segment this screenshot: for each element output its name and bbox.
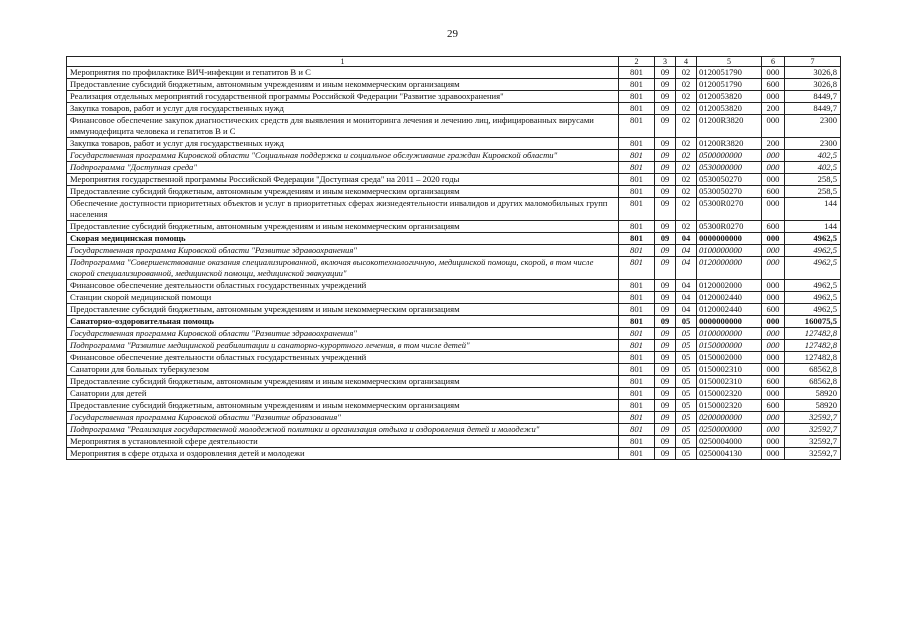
section-code-cell: 09 [655, 316, 676, 328]
target-article-cell: 0530000000 [697, 162, 762, 174]
section-code-cell: 09 [655, 115, 676, 138]
ministry-code-cell: 801 [619, 436, 655, 448]
target-article-cell: 0150002320 [697, 388, 762, 400]
amount-cell: 3026,8 [785, 79, 841, 91]
table-row [67, 436, 841, 448]
amount-cell: 3026,8 [785, 67, 841, 79]
row-name-cell: Скорая медицинская помощь [67, 233, 619, 245]
row-name-cell: Государственная программа Кировской области "Развитие здравоохранения" [67, 328, 619, 340]
target-article-cell: 0530050270 [697, 174, 762, 186]
table-row [67, 328, 841, 340]
section-code-cell: 09 [655, 174, 676, 186]
table-row [67, 352, 841, 364]
budget-table [66, 56, 841, 460]
subsection-code-cell: 02 [676, 115, 697, 138]
target-article-cell: 0100000000 [697, 328, 762, 340]
subsection-code-cell: 02 [676, 162, 697, 174]
table-row [67, 233, 841, 245]
ministry-code-cell: 801 [619, 245, 655, 257]
expense-type-cell: 000 [762, 388, 785, 400]
expense-type-cell: 000 [762, 412, 785, 424]
row-name-cell: Предоставление субсидий бюджетным, автономным учреждениям и иным некоммерческим организациям [67, 304, 619, 316]
target-article-cell: 0100000000 [697, 245, 762, 257]
target-article-cell: 0120002440 [697, 292, 762, 304]
amount-cell: 127482,8 [785, 352, 841, 364]
table-row [67, 257, 841, 280]
ministry-code-cell: 801 [619, 79, 655, 91]
expense-type-cell: 000 [762, 233, 785, 245]
expense-type-cell: 000 [762, 352, 785, 364]
amount-cell: 4962,5 [785, 304, 841, 316]
target-article-cell: 01200R3820 [697, 138, 762, 150]
ministry-code-cell: 801 [619, 162, 655, 174]
row-name-cell: Мероприятия в установленной сфере деятельности [67, 436, 619, 448]
section-code-cell: 09 [655, 328, 676, 340]
section-code-cell: 09 [655, 280, 676, 292]
header-cell: 7 [785, 57, 841, 67]
expense-type-cell: 000 [762, 424, 785, 436]
target-article-cell: 0120002000 [697, 280, 762, 292]
target-article-cell: 0150002320 [697, 400, 762, 412]
ministry-code-cell: 801 [619, 280, 655, 292]
ministry-code-cell: 801 [619, 448, 655, 460]
table-row [67, 340, 841, 352]
section-code-cell: 09 [655, 364, 676, 376]
subsection-code-cell: 02 [676, 79, 697, 91]
table-row [67, 198, 841, 221]
subsection-code-cell: 02 [676, 186, 697, 198]
row-name-cell: Государственная программа Кировской области "Социальная поддержка и социальное обслуживание граждан Кировской области" [67, 150, 619, 162]
table-row [67, 221, 841, 233]
target-article-cell: 0250000000 [697, 424, 762, 436]
ministry-code-cell: 801 [619, 388, 655, 400]
header-cell: 4 [676, 57, 697, 67]
target-article-cell: 0120053820 [697, 103, 762, 115]
ministry-code-cell: 801 [619, 91, 655, 103]
expense-type-cell: 000 [762, 198, 785, 221]
ministry-code-cell: 801 [619, 316, 655, 328]
amount-cell: 2300 [785, 115, 841, 138]
table-row [67, 91, 841, 103]
subsection-code-cell: 05 [676, 448, 697, 460]
amount-cell: 402,5 [785, 150, 841, 162]
expense-type-cell: 000 [762, 257, 785, 280]
expense-type-cell: 000 [762, 364, 785, 376]
row-name-cell: Мероприятия по профилактике ВИЧ-инфекции и гепатитов В и С [67, 67, 619, 79]
subsection-code-cell: 02 [676, 174, 697, 186]
subsection-code-cell: 05 [676, 328, 697, 340]
subsection-code-cell: 02 [676, 150, 697, 162]
expense-type-cell: 000 [762, 162, 785, 174]
amount-cell: 127482,8 [785, 340, 841, 352]
table-row [67, 316, 841, 328]
subsection-code-cell: 05 [676, 412, 697, 424]
section-code-cell: 09 [655, 376, 676, 388]
section-code-cell: 09 [655, 162, 676, 174]
row-name-cell: Подпрограмма "Развитие медицинской реабилитации и санаторно-курортного лечения, в том числе детей" [67, 340, 619, 352]
amount-cell: 258,5 [785, 174, 841, 186]
amount-cell: 4962,5 [785, 245, 841, 257]
target-article-cell: 0120002440 [697, 304, 762, 316]
section-code-cell: 09 [655, 67, 676, 79]
row-name-cell: Мероприятия в сфере отдыха и оздоровления детей и молодежи [67, 448, 619, 460]
subsection-code-cell: 04 [676, 292, 697, 304]
ministry-code-cell: 801 [619, 364, 655, 376]
section-code-cell: 09 [655, 412, 676, 424]
table-row [67, 400, 841, 412]
section-code-cell: 09 [655, 400, 676, 412]
table-body [67, 57, 841, 460]
subsection-code-cell: 05 [676, 340, 697, 352]
expense-type-cell: 000 [762, 328, 785, 340]
ministry-code-cell: 801 [619, 292, 655, 304]
table-row [67, 388, 841, 400]
ministry-code-cell: 801 [619, 103, 655, 115]
target-article-cell: 0150002310 [697, 364, 762, 376]
table-row [67, 138, 841, 150]
subsection-code-cell: 05 [676, 436, 697, 448]
row-name-cell: Санатории для детей [67, 388, 619, 400]
amount-cell: 144 [785, 221, 841, 233]
row-name-cell: Финансовое обеспечение деятельности областных государственных учреждений [67, 352, 619, 364]
table-row [67, 115, 841, 138]
expense-type-cell: 000 [762, 115, 785, 138]
amount-cell: 58920 [785, 400, 841, 412]
row-name-cell: Станции скорой медицинской помощи [67, 292, 619, 304]
row-name-cell: Реализация отдельных мероприятий государственной программы Российской Федерации "Развитие здравоохранения" [67, 91, 619, 103]
target-article-cell: 0120000000 [697, 257, 762, 280]
amount-cell: 68562,8 [785, 364, 841, 376]
page-number: 29 [447, 28, 458, 40]
expense-type-cell: 000 [762, 448, 785, 460]
amount-cell: 4962,5 [785, 233, 841, 245]
expense-type-cell: 600 [762, 376, 785, 388]
subsection-code-cell: 05 [676, 352, 697, 364]
subsection-code-cell: 05 [676, 400, 697, 412]
section-code-cell: 09 [655, 424, 676, 436]
ministry-code-cell: 801 [619, 424, 655, 436]
amount-cell: 32592,7 [785, 424, 841, 436]
expense-type-cell: 200 [762, 103, 785, 115]
ministry-code-cell: 801 [619, 150, 655, 162]
row-name-cell: Финансовое обеспечение деятельности областных государственных учреждений [67, 280, 619, 292]
ministry-code-cell: 801 [619, 115, 655, 138]
target-article-cell: 05300R0270 [697, 221, 762, 233]
expense-type-cell: 600 [762, 186, 785, 198]
amount-cell: 32592,7 [785, 436, 841, 448]
ministry-code-cell: 801 [619, 198, 655, 221]
section-code-cell: 09 [655, 245, 676, 257]
ministry-code-cell: 801 [619, 412, 655, 424]
table-row [67, 292, 841, 304]
subsection-code-cell: 02 [676, 198, 697, 221]
amount-cell: 144 [785, 198, 841, 221]
row-name-cell: Предоставление субсидий бюджетным, автономным учреждениям и иным некоммерческим организациям [67, 400, 619, 412]
section-code-cell: 09 [655, 91, 676, 103]
subsection-code-cell: 04 [676, 280, 697, 292]
target-article-cell: 0000000000 [697, 233, 762, 245]
section-code-cell: 09 [655, 304, 676, 316]
ministry-code-cell: 801 [619, 400, 655, 412]
expense-type-cell: 000 [762, 150, 785, 162]
table-row [67, 79, 841, 91]
subsection-code-cell: 05 [676, 316, 697, 328]
target-article-cell: 0150002000 [697, 352, 762, 364]
subsection-code-cell: 05 [676, 364, 697, 376]
table-row [67, 150, 841, 162]
ministry-code-cell: 801 [619, 340, 655, 352]
header-row [67, 57, 841, 67]
target-article-cell: 0150002310 [697, 376, 762, 388]
amount-cell: 258,5 [785, 186, 841, 198]
ministry-code-cell: 801 [619, 257, 655, 280]
row-name-cell: Подпрограмма "Совершенствование оказания специализированной, включая высокотехнологичную, медицинской помощи, скорой, в том числе скорой специализированной, медицинской помощи, медицинской эвакуации" [67, 257, 619, 280]
ministry-code-cell: 801 [619, 186, 655, 198]
section-code-cell: 09 [655, 388, 676, 400]
expense-type-cell: 600 [762, 304, 785, 316]
row-name-cell: Финансовое обеспечение закупок диагностических средств для выявления и мониторинга лечения и лечению лиц, инфицированных вирусами иммунодефицита человека и гепатитов В и С [67, 115, 619, 138]
amount-cell: 127482,8 [785, 328, 841, 340]
target-article-cell: 0120051790 [697, 79, 762, 91]
section-code-cell: 09 [655, 436, 676, 448]
row-name-cell: Государственная программа Кировской области "Развитие образования" [67, 412, 619, 424]
target-article-cell: 0250004130 [697, 448, 762, 460]
table-row [67, 448, 841, 460]
amount-cell: 160075,5 [785, 316, 841, 328]
subsection-code-cell: 04 [676, 233, 697, 245]
target-article-cell: 05300R0270 [697, 198, 762, 221]
subsection-code-cell: 02 [676, 138, 697, 150]
table-row [67, 67, 841, 79]
expense-type-cell: 000 [762, 316, 785, 328]
table-row [67, 424, 841, 436]
ministry-code-cell: 801 [619, 352, 655, 364]
table-row [67, 103, 841, 115]
section-code-cell: 09 [655, 103, 676, 115]
row-name-cell: Обеспечение доступности приоритетных объектов и услуг в приоритетных сферах жизнедеятельности инвалидов и других маломобильных групп населения [67, 198, 619, 221]
section-code-cell: 09 [655, 138, 676, 150]
amount-cell: 402,5 [785, 162, 841, 174]
section-code-cell: 09 [655, 150, 676, 162]
amount-cell: 2300 [785, 138, 841, 150]
target-article-cell: 0200000000 [697, 412, 762, 424]
ministry-code-cell: 801 [619, 328, 655, 340]
row-name-cell: Предоставление субсидий бюджетным, автономным учреждениям и иным некоммерческим организациям [67, 79, 619, 91]
subsection-code-cell: 02 [676, 91, 697, 103]
subsection-code-cell: 02 [676, 67, 697, 79]
ministry-code-cell: 801 [619, 376, 655, 388]
section-code-cell: 09 [655, 292, 676, 304]
target-article-cell: 0500000000 [697, 150, 762, 162]
expense-type-cell: 000 [762, 340, 785, 352]
expense-type-cell: 200 [762, 138, 785, 150]
expense-type-cell: 000 [762, 91, 785, 103]
section-code-cell: 09 [655, 79, 676, 91]
section-code-cell: 09 [655, 448, 676, 460]
table-row [67, 162, 841, 174]
header-cell: 6 [762, 57, 785, 67]
header-cell: 5 [697, 57, 762, 67]
header-cell: 1 [67, 57, 619, 67]
amount-cell: 8449,7 [785, 91, 841, 103]
amount-cell: 68562,8 [785, 376, 841, 388]
subsection-code-cell: 05 [676, 376, 697, 388]
amount-cell: 58920 [785, 388, 841, 400]
target-article-cell: 01200R3820 [697, 115, 762, 138]
section-code-cell: 09 [655, 352, 676, 364]
row-name-cell: Санатории для больных туберкулезом [67, 364, 619, 376]
header-cell: 3 [655, 57, 676, 67]
amount-cell: 8449,7 [785, 103, 841, 115]
table-row [67, 280, 841, 292]
section-code-cell: 09 [655, 198, 676, 221]
section-code-cell: 09 [655, 233, 676, 245]
section-code-cell: 09 [655, 221, 676, 233]
expense-type-cell: 600 [762, 400, 785, 412]
subsection-code-cell: 05 [676, 388, 697, 400]
subsection-code-cell: 04 [676, 304, 697, 316]
section-code-cell: 09 [655, 340, 676, 352]
row-name-cell: Предоставление субсидий бюджетным, автономным учреждениям и иным некоммерческим организациям [67, 186, 619, 198]
ministry-code-cell: 801 [619, 304, 655, 316]
amount-cell: 32592,7 [785, 412, 841, 424]
section-code-cell: 09 [655, 186, 676, 198]
table-row [67, 364, 841, 376]
ministry-code-cell: 801 [619, 233, 655, 245]
ministry-code-cell: 801 [619, 174, 655, 186]
target-article-cell: 0120051790 [697, 67, 762, 79]
ministry-code-cell: 801 [619, 138, 655, 150]
row-name-cell: Мероприятия государственной программы Российской Федерации "Доступная среда" на 2011 – 2020 годы [67, 174, 619, 186]
table-row [67, 174, 841, 186]
row-name-cell: Закупка товаров, работ и услуг для государственных нужд [67, 103, 619, 115]
subsection-code-cell: 02 [676, 221, 697, 233]
row-name-cell: Предоставление субсидий бюджетным, автономным учреждениям и иным некоммерческим организациям [67, 376, 619, 388]
expense-type-cell: 000 [762, 174, 785, 186]
amount-cell: 4962,5 [785, 280, 841, 292]
row-name-cell: Санаторно-оздоровительная помощь [67, 316, 619, 328]
row-name-cell: Подпрограмма "Доступная среда" [67, 162, 619, 174]
subsection-code-cell: 04 [676, 245, 697, 257]
subsection-code-cell: 02 [676, 103, 697, 115]
expense-type-cell: 000 [762, 436, 785, 448]
subsection-code-cell: 04 [676, 257, 697, 280]
target-article-cell: 0250004000 [697, 436, 762, 448]
row-name-cell: Закупка товаров, работ и услуг для государственных нужд [67, 138, 619, 150]
target-article-cell: 0150000000 [697, 340, 762, 352]
amount-cell: 32592,7 [785, 448, 841, 460]
row-name-cell: Подпрограмма "Реализация государственной молодежной политики и организация отдыха и оздоровления детей и молодежи" [67, 424, 619, 436]
amount-cell: 4962,5 [785, 257, 841, 280]
section-code-cell: 09 [655, 257, 676, 280]
table-row [67, 304, 841, 316]
expense-type-cell: 600 [762, 221, 785, 233]
row-name-cell: Государственная программа Кировской области "Развитие здравоохранения" [67, 245, 619, 257]
target-article-cell: 0000000000 [697, 316, 762, 328]
expense-type-cell: 000 [762, 280, 785, 292]
header-cell: 2 [619, 57, 655, 67]
table-row [67, 245, 841, 257]
table-row [67, 376, 841, 388]
expense-type-cell: 600 [762, 79, 785, 91]
target-article-cell: 0120053820 [697, 91, 762, 103]
table-row [67, 412, 841, 424]
row-name-cell: Предоставление субсидий бюджетным, автономным учреждениям и иным некоммерческим организациям [67, 221, 619, 233]
target-article-cell: 0530050270 [697, 186, 762, 198]
expense-type-cell: 000 [762, 67, 785, 79]
expense-type-cell: 000 [762, 245, 785, 257]
ministry-code-cell: 801 [619, 221, 655, 233]
expense-type-cell: 000 [762, 292, 785, 304]
table-row [67, 186, 841, 198]
ministry-code-cell: 801 [619, 67, 655, 79]
amount-cell: 4962,5 [785, 292, 841, 304]
subsection-code-cell: 05 [676, 424, 697, 436]
